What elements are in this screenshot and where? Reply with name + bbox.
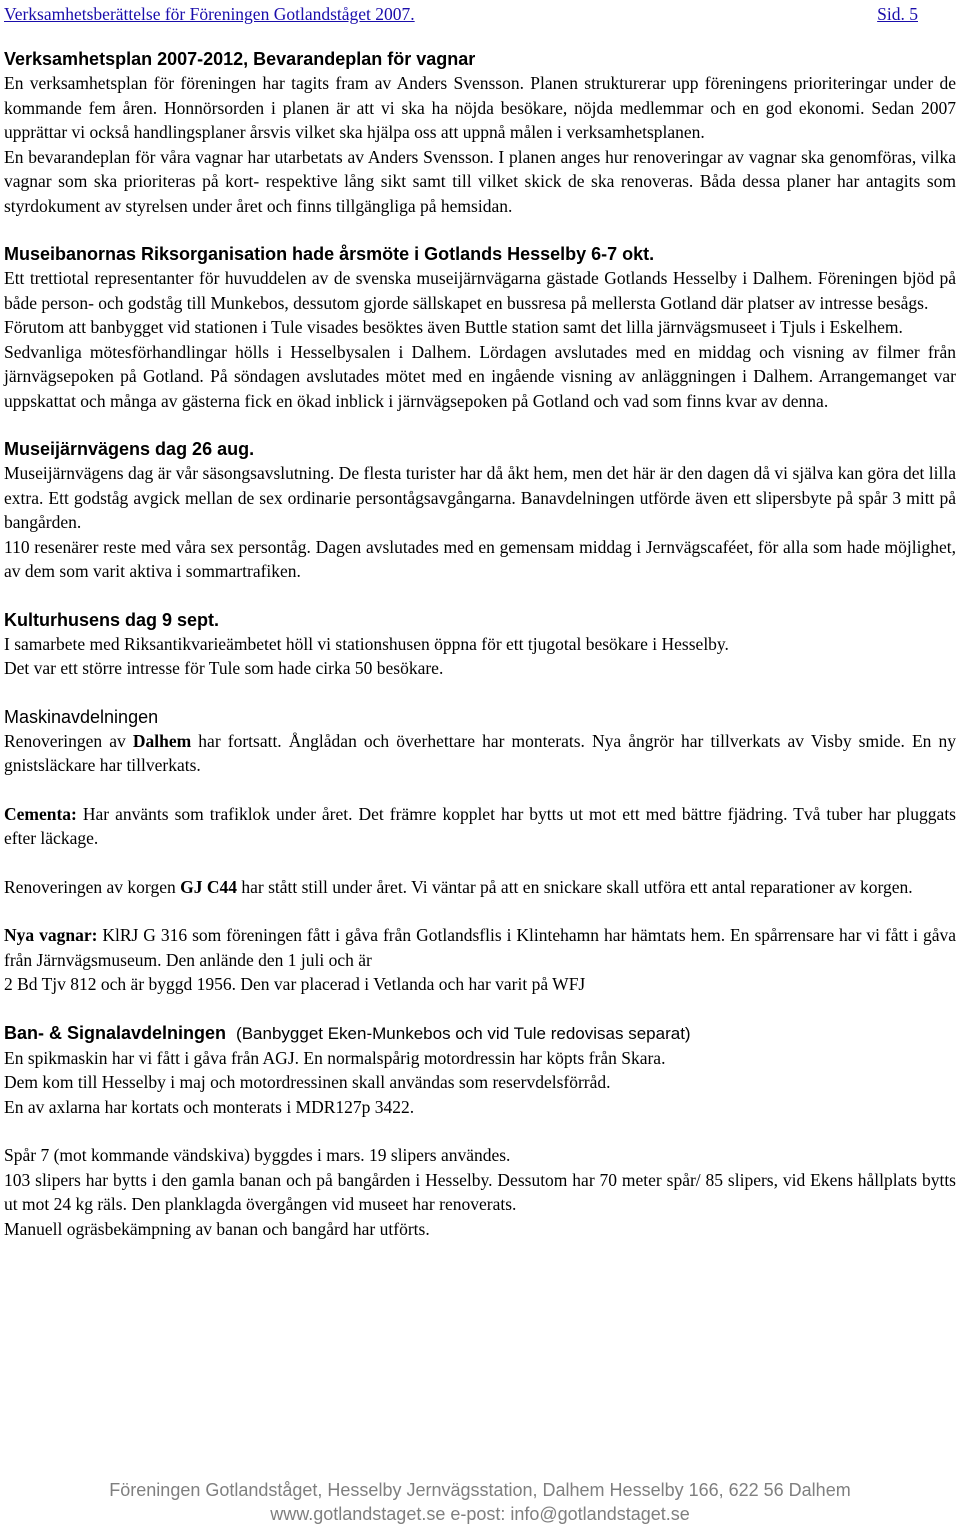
section-heading: Museibanornas Riksorganisation hade årsmöte i Gotlands Hesselby 6-7 okt.	[4, 244, 655, 264]
text-run: har fortsatt. Ånglådan och överhettare har monterats. Nya ångrör har tillverkats av Visby smide. En ny gnistsläckare har tillverkats.	[4, 730, 956, 775]
text-run: har stått still under året. Vi väntar på att en snickare skall utföra ett antal reparationer av korgen.	[236, 876, 913, 897]
spacer	[4, 218, 956, 242]
text-run: Renoveringen av	[4, 730, 133, 751]
section-museijarnvagens-dag	[4, 437, 956, 584]
spacer	[4, 584, 956, 608]
paragraph: Dem kom till Hesselby i maj och motordressinen skall användas som reservdelsförråd.	[4, 1072, 611, 1092]
text-run: KlRJ G 316 som föreningen fått i gåva från Gotlandsflis i Klintehamn har hämtats hem. En spårrensare har vi fått i gåva från Järnvägsmuseum. Den anlände den 1 juli och är	[4, 925, 957, 970]
section-heading	[4, 1021, 956, 1046]
paragraph: Spår 7 (mot kommande vändskiva) byggdes i mars. 19 slipers användes.	[4, 1145, 511, 1165]
paragraph: Museijärnvägens dag är vår säsongsavslutning. De flesta turister har då åkt hem, men det här är den dagen då vi själva kan göra det lilla extra. Ett godståg avgick mellan de sex ordinarie persontågsavgångarna. Banavdelningen utförde även ett slipersbyte på spår 3 mitt på bangården.	[4, 463, 956, 532]
paragraph: Sedvanliga mötesförhandlingar hölls i Hesselbysalen i Dalhem. Lördagen avslutades med en middag och visning av filmer från järnvägsepoken på Gotland. På söndagen avslutades mötet med en ingående visning av anläggningen i Dalhem. Arrangemanget var uppskattat och många av gästerna fick en ökad inblick i järnvägsepoken på Gotland och vad som finns kvar av denna.	[4, 341, 956, 411]
text-run: Renoveringen av korgen	[4, 876, 181, 897]
paragraph: 103 slipers har bytts i den gamla banan och på bangården i Hesselby. Dessutom har 70 meter spår/ 85 slipers, vid Ekens hållplats bytts ut mot 24 kg räls. Den planklagda övergången vid museet har renoverats.	[4, 1169, 956, 1214]
bold-text: GJ C44	[180, 876, 237, 897]
spacer	[4, 1119, 956, 1143]
paragraph: En bevarandeplan för våra vagnar har utarbetats av Anders Svensson. I planen anges hur renoveringar av vagnar ska genomföras, vilka vagnar som ska prioriteras på kort- respektive lång sikt samt till vilket skick de ska renoveras. Båda dessa planer har antagits som styrdokument av styrelsen under året och finns tillgängliga på hemsidan.	[4, 146, 956, 216]
section-ban-signalavdelningen	[4, 1021, 956, 1242]
paragraph	[4, 875, 956, 900]
section-heading-text: Ban- & Signalavdelningen	[4, 1022, 227, 1043]
spacer	[4, 899, 956, 923]
paragraph: En spikmaskin har vi fått i gåva från AGJ. En normalspårig motordressin har köpts från Skara.	[4, 1047, 666, 1068]
section-museibanornas-arsmote	[4, 242, 956, 413]
page-number-link[interactable]: Sid. 5	[877, 4, 918, 24]
paragraph: 110 resenärer reste med våra sex persontåg. Dagen avslutades med en gemensam middag i Jernvägscaféet, för alla som hade möjlighet, av dem som varit aktiva i sommartrafiken.	[4, 536, 956, 581]
paragraph: Manuell ogräsbekämpning av banan och bangård har utförts.	[4, 1218, 430, 1239]
paragraph	[4, 802, 956, 851]
section-heading: Museijärnvägens dag 26 aug.	[4, 439, 255, 459]
paragraph: 2 Bd Tjv 812 och är byggd 1956. Den var placerad i Vetlanda och har varit på WFJ	[4, 974, 586, 994]
document-body	[4, 47, 956, 1241]
section-heading: Kulturhusens dag 9 sept.	[4, 609, 220, 630]
paragraph: En verksamhetsplan för föreningen har tagits fram av Anders Svensson. Planen strukturerar upp föreningens prioriteringar under de kommande fem åren. Honnörsorden i planen är att vi ska ha nöjda besökare, nöjda medlemmar och en god ekonomi. Sedan 2007 upprättar vi också handlingsplaner årsvis vilket ska hjälpa oss att uppnå målen i verksamhetsplanen.	[4, 73, 956, 142]
section-kulturhusens-dag	[4, 608, 956, 681]
paragraph: En av axlarna har kortats och monterats i MDR127p 3422.	[4, 1096, 415, 1117]
section-verksamhetsplan	[4, 47, 956, 218]
section-heading-note: (Banbygget Eken-Munkebos och vid Tule redovisas separat)	[236, 1023, 691, 1043]
bold-text: Dalhem	[132, 730, 192, 751]
section-heading: Maskinavdelningen	[4, 706, 159, 727]
document-title-link[interactable]: Verksamhetsberättelse för Föreningen Gotlandståget 2007.	[4, 4, 415, 24]
paragraph: I samarbete med Riksantikvarieämbetet höll vi stationshusen öppna för ett tjugotal besökare i Hesselby.	[4, 633, 729, 654]
bold-text: Cementa:	[4, 803, 77, 824]
page-header	[4, 2, 918, 26]
paragraph: Förutom att banbygget vid stationen i Tule visades besöktes även Buttle station samt det lilla järnvägsmuseet i Tjuls i Eskelhem.	[4, 317, 903, 337]
paragraph: Ett trettiotal representanter för huvuddelen av de svenska museijärnvägarna gästade Gotlands Hesselby i Dalhem. Föreningen bjöd på både person- och godståg till Munkebos, dessutom gjorde sällskapet en bussresa på mellersta Gotland där platser av intresse besågs.	[4, 268, 956, 313]
bold-text: Nya vagnar:	[4, 925, 98, 945]
paragraph	[4, 923, 956, 972]
spacer	[4, 413, 956, 437]
text-run: Har använts som trafiklok under året. Det främre kopplet har bytts ut mot ett med bättre fjädring. Två tuber har pluggats efter läckage.	[4, 803, 956, 848]
spacer	[4, 997, 956, 1021]
paragraph	[4, 729, 956, 778]
spacer	[4, 778, 956, 802]
spacer	[4, 681, 956, 705]
section-heading: Verksamhetsplan 2007-2012, Bevarandeplan för vagnar	[4, 49, 476, 69]
footer-address: Föreningen Gotlandståget, Hesselby Jernvägsstation, Dalhem Hesselby 166, 622 56 Dalhem	[109, 1480, 851, 1500]
spacer	[4, 851, 956, 875]
section-maskinavdelningen	[4, 705, 956, 997]
footer-contact: www.gotlandstaget.se e-post: info@gotlandstaget.se	[270, 1504, 690, 1524]
paragraph: Det var ett större intresse för Tule som hade cirka 50 besökare.	[4, 658, 444, 678]
